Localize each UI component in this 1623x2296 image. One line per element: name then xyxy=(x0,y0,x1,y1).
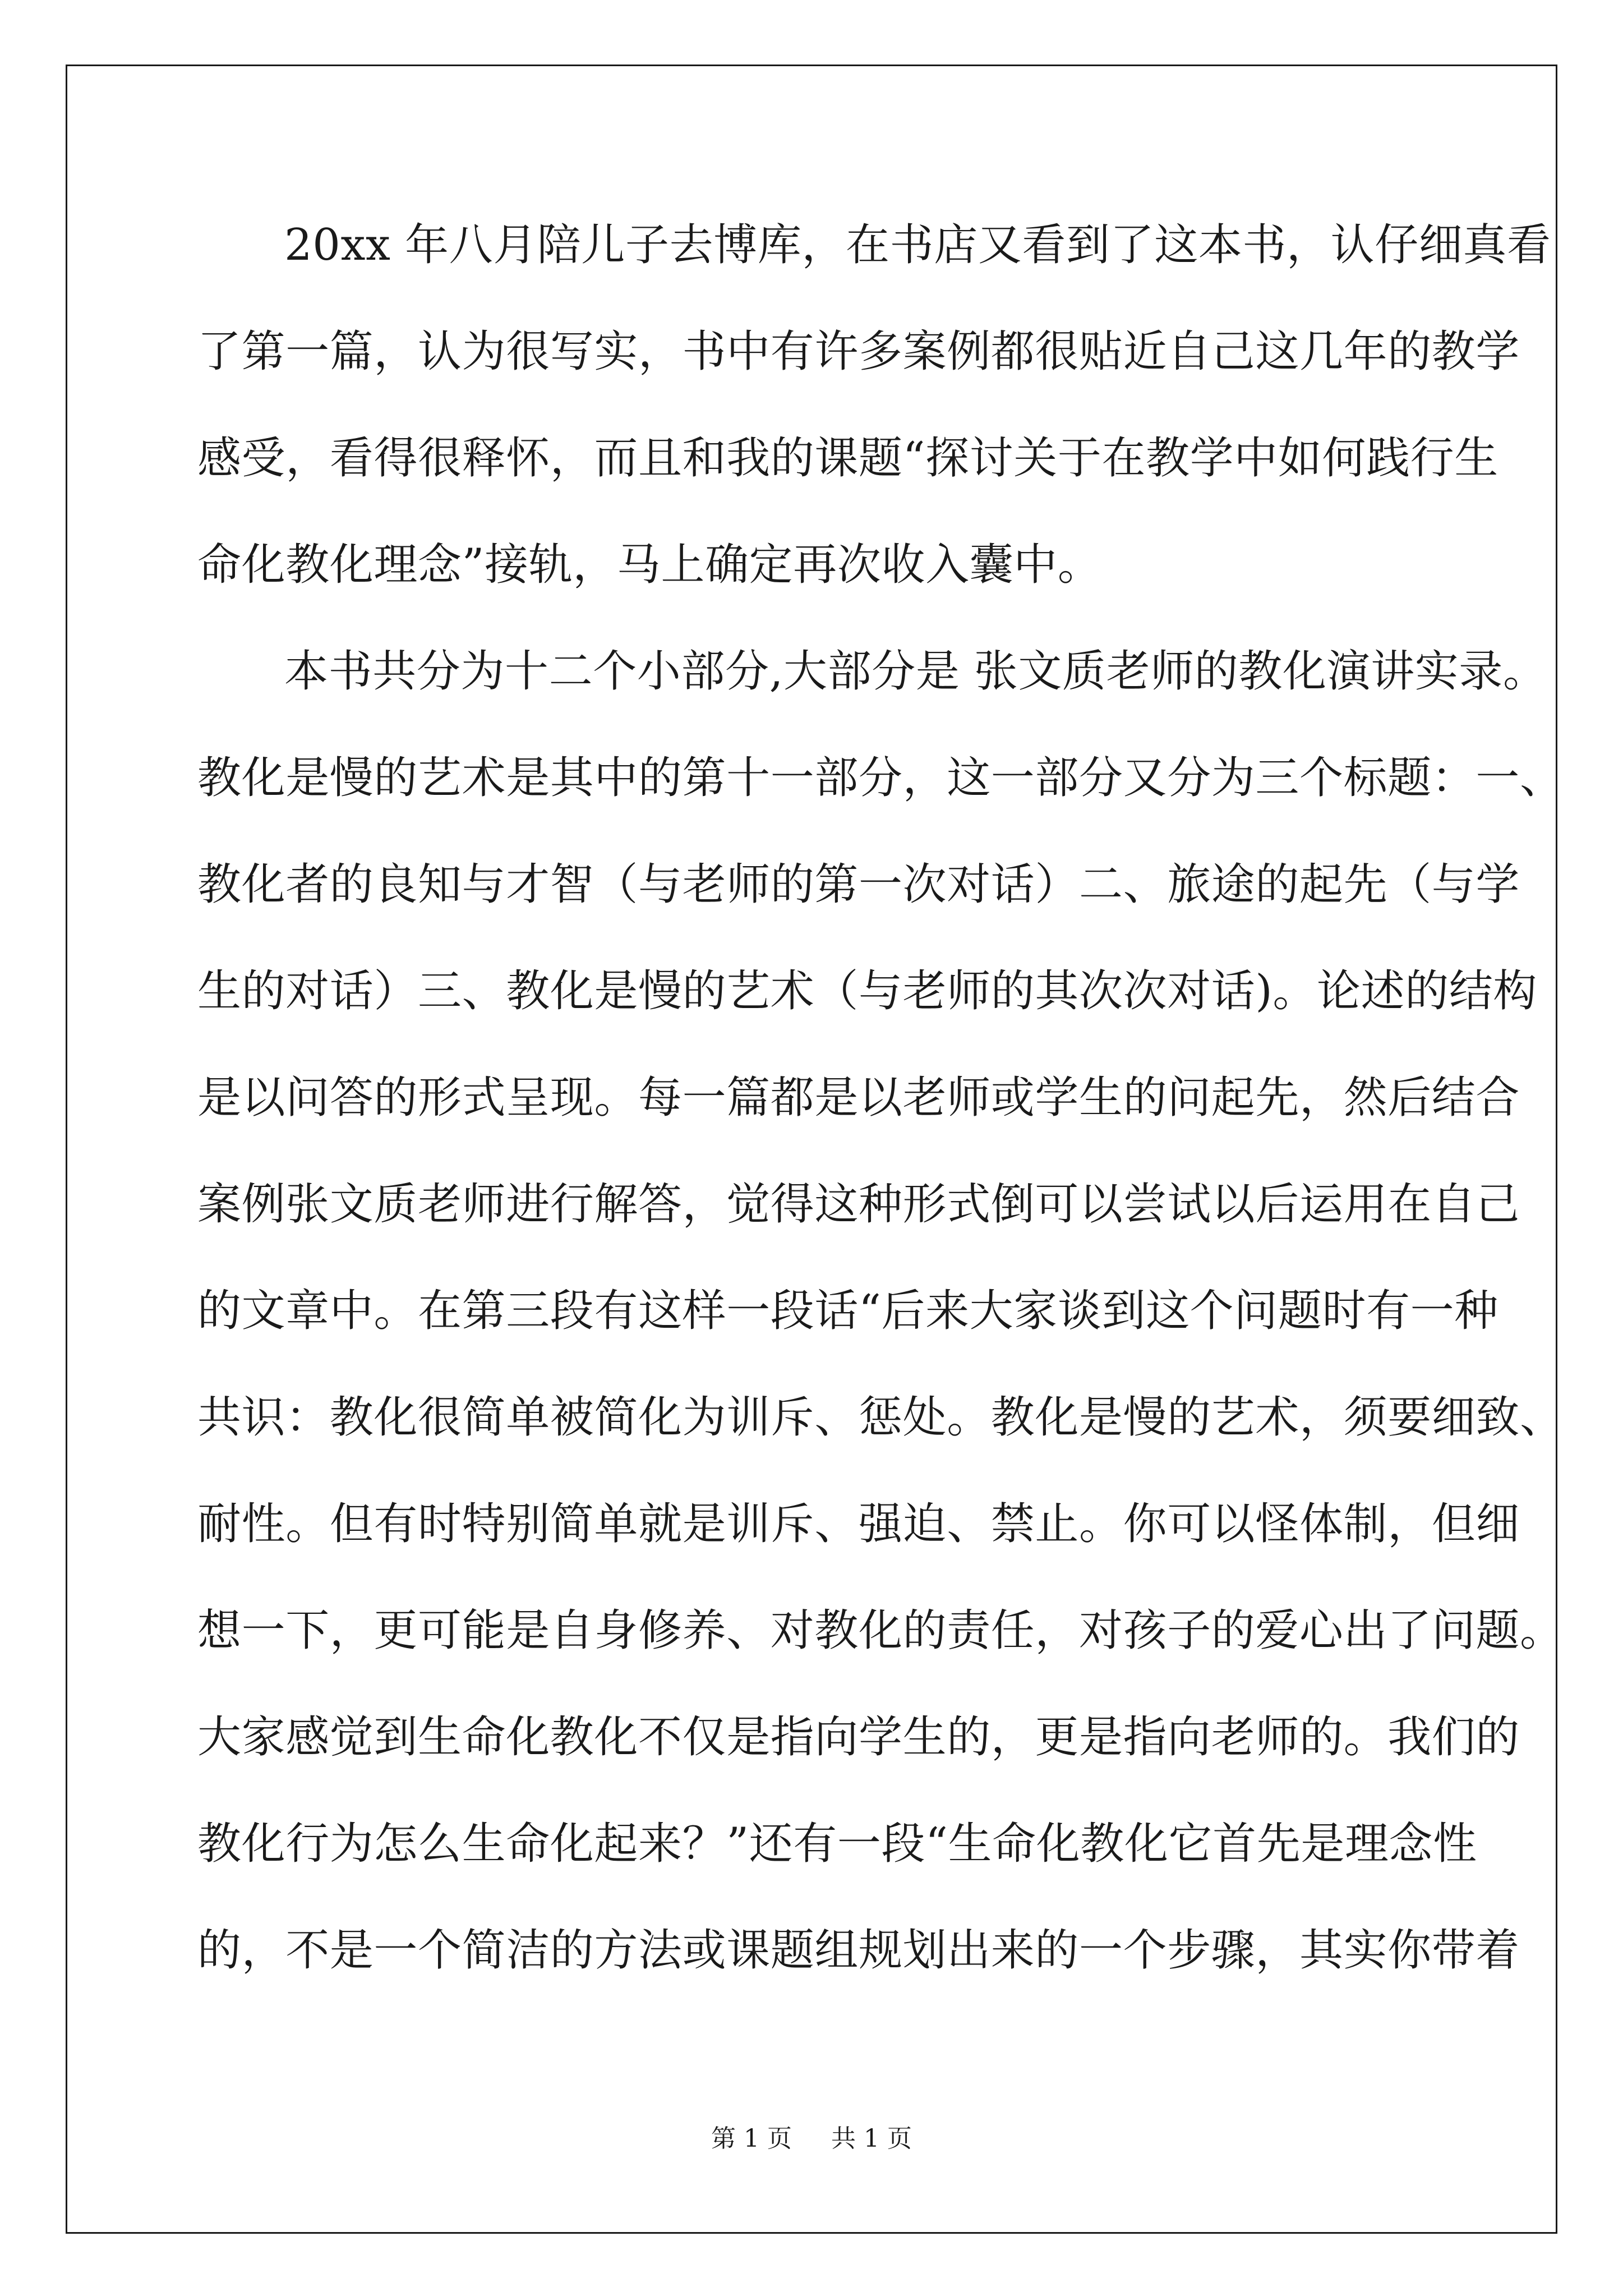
paragraph-1-line-4: 命化教化理念”接轨，马上确定再次收入囊中。 xyxy=(197,540,1102,590)
paragraph-2-line-1: 本书共分为十二个小部分,大部分是 张文质老师的教化演讲实录。 xyxy=(284,646,1547,697)
paragraph-2-line-5: 是以问答的形式呈现。每一篇都是以老师或学生的问起先，然后结合 xyxy=(197,1073,1520,1123)
paragraph-2-line-10: 想一下，更可能是自身修养、对教化的责任，对孩子的爱心出了问题。 xyxy=(197,1605,1564,1656)
paragraph-1-line-1: 20xx 年八月陪儿子去博库，在书店又看到了这本书，认仔细真看 xyxy=(284,220,1551,270)
paragraph-1-line-3: 感受，看得很释怀，而且和我的课题“探讨关于在教学中如何践行生 xyxy=(197,433,1498,484)
paragraph-2-line-6: 案例张文质老师进行解答，觉得这种形式倒可以尝试以后运用在自己 xyxy=(197,1179,1520,1230)
paragraph-2-line-4: 生的对话）三、教化是慢的艺术（与老师的其次次对话)。论述的结构 xyxy=(197,966,1538,1016)
paragraph-2-line-7: 的文章中。在第三段有这样一段话“后来大家谈到这个问题时有一种 xyxy=(197,1286,1498,1336)
paragraph-2-line-8: 共识：教化很简单被简化为训斥、惩处。教化是慢的艺术，须要细致、 xyxy=(197,1392,1564,1443)
paragraph-2-line-12: 教化行为怎么生命化起来？”还有一段“生命化教化它首先是理念性 xyxy=(197,1819,1477,1869)
document-body xyxy=(197,220,1564,2035)
page-footer xyxy=(0,2118,1623,2154)
paragraph-2-line-9: 耐性。但有时特别简单就是训斥、强迫、禁止。你可以怪体制，但细 xyxy=(197,1499,1520,1549)
paragraph-1-line-2: 了第一篇，认为很写实，书中有许多案例都很贴近自己这几年的教学 xyxy=(197,326,1520,377)
page-total: 共 1 页 xyxy=(831,2124,912,2153)
paragraph-2-line-2: 教化是慢的艺术是其中的第十一部分，这一部分又分为三个标题：一、 xyxy=(197,753,1564,803)
paragraph-2-line-3: 教化者的良知与才智（与老师的第一次对话）二、旅途的起先（与学 xyxy=(197,859,1520,910)
paragraph-2-line-13: 的，不是一个简洁的方法或课题组规划出来的一个步骤，其实你带着 xyxy=(197,1925,1520,1976)
paragraph-2-line-11: 大家感觉到生命化教化不仅是指向学生的，更是指向老师的。我们的 xyxy=(197,1712,1520,1763)
page-number: 第 1 页 xyxy=(711,2124,792,2153)
